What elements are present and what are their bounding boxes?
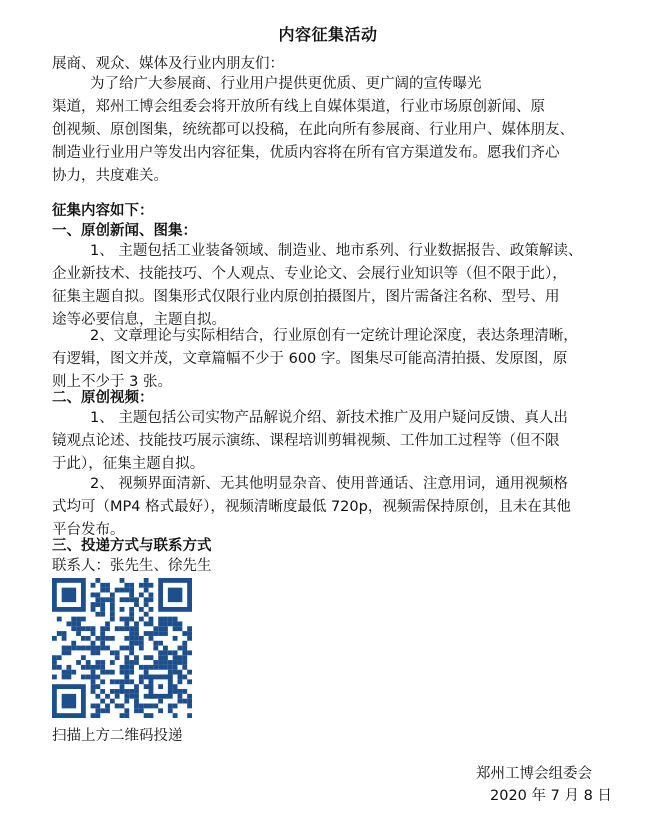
section2-heading: 二、原创视频： bbox=[52, 390, 154, 406]
section1-heading: 一、原创新闻、图集： bbox=[52, 223, 197, 239]
section1-item1-line: 企业新技术、技能技巧、个人观点、专业论文、会展行业知识等（但不限于此）， bbox=[52, 266, 567, 282]
section1-item1-line: 征集主题自拟。图集形式仅限行业内原创拍摄图片，图片需备注名称、型号、用 bbox=[52, 289, 560, 305]
signature-org: 郑州工博会组委会 bbox=[476, 766, 592, 782]
section3-heading: 三、投递方式与联系方式 bbox=[52, 538, 212, 554]
section2-item2-line: 平台发布。 bbox=[52, 522, 125, 538]
section1-item1-line: 途等必要信息，主题自拟。 bbox=[52, 312, 226, 328]
section2-item1-line: 镜观点论述、技能技巧展示演练、课程培训剪辑视频、工件加工过程等（但不限 bbox=[52, 433, 560, 449]
intro-line: 渠道，郑州工博会组委会将开放所有线上自媒体渠道，行业市场原创新闻、原 bbox=[52, 99, 545, 115]
intro-line: 为了给广大参展商、行业用户提供更优质、更广阔的宣传曝光 bbox=[90, 76, 482, 92]
section2-item2-line: 2、 视频界面清新、无其他明显杂音、使用普通话、注意用词，通用视频格 bbox=[90, 476, 568, 492]
greeting: 展商、观众、媒体及行业内朋友们： bbox=[52, 56, 284, 72]
section1-item1-line: 1、 主题包括工业装备领域、制造业、地市系列、行业数据报告、政策解读、 bbox=[90, 243, 583, 259]
contents-heading: 征集内容如下： bbox=[52, 203, 154, 219]
intro-line: 制造业行业用户等发出内容征集，优质内容将在所有官方渠道发布。愿我们齐心 bbox=[52, 145, 560, 161]
section2-item1-line: 1、 主题包括公司实物产品解说介绍、新技术推广及用户疑问反馈、真人出 bbox=[90, 410, 568, 426]
section1-item2-line: 2、文章理论与实际相结合，行业原创有一定统计理论深度，表达条理清晰， bbox=[90, 328, 578, 344]
contact-persons: 联系人：张先生、徐先生 bbox=[52, 558, 212, 574]
qr-code-icon bbox=[52, 578, 192, 718]
section2-item1-line: 于此），征集主题自拟。 bbox=[52, 456, 205, 472]
section2-item2-line: 式均可（MP4 格式最好），视频清晰度最低 720p，视频需保持原创，且未在其他 bbox=[52, 499, 571, 515]
qr-caption: 扫描上方二维码投递 bbox=[52, 728, 183, 744]
qr-code bbox=[52, 578, 192, 718]
page-title: 内容征集活动 bbox=[278, 25, 378, 44]
section1-item2-line: 有逻辑，图文并茂，文章篇幅不少于 600 字。图集尽可能高清拍摄、发原图，原 bbox=[52, 351, 568, 367]
intro-line: 协力，共度难关。 bbox=[52, 168, 168, 184]
intro-line: 创视频、原创图集，统统都可以投稿，在此向所有参展商、行业用户、媒体朋友、 bbox=[52, 122, 574, 138]
section1-item2-line: 则上不少于 3 张。 bbox=[52, 374, 172, 390]
signature-date: 2020 年 7 月 8 日 bbox=[490, 788, 612, 804]
